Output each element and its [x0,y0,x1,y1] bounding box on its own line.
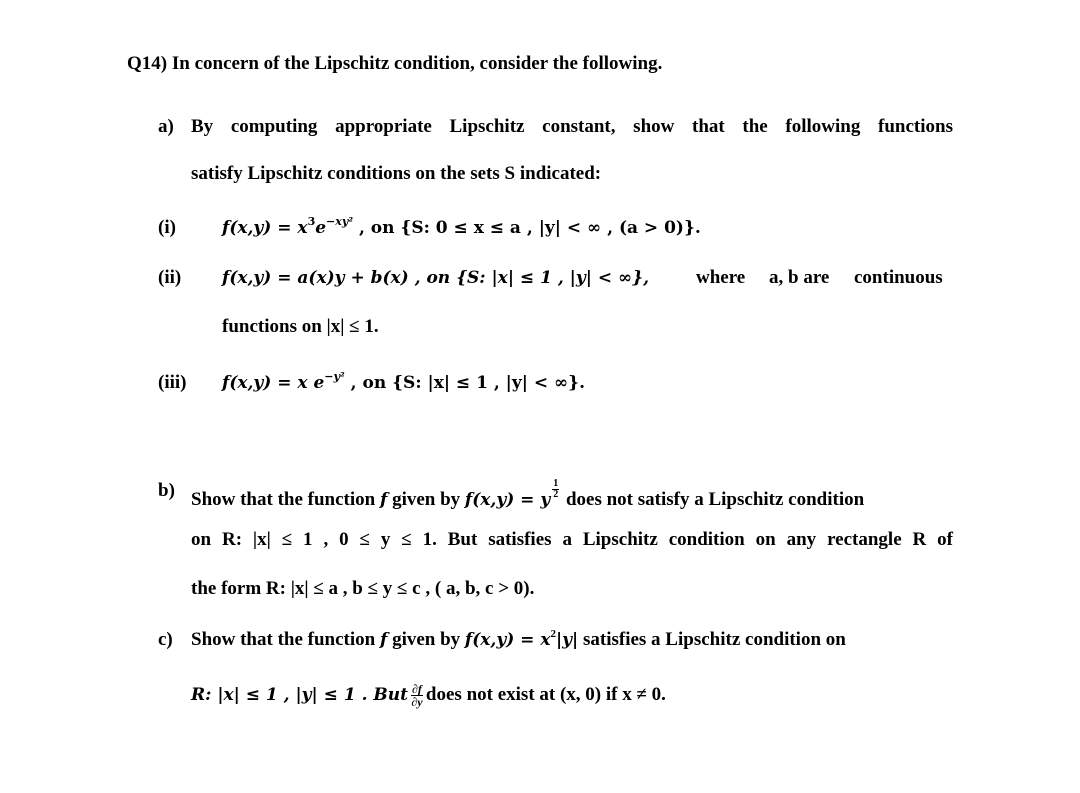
part-c-line2: R: |x| ≤ 1 , |y| ≤ 1 . But $\frac{\partial f}{\partial y}$ does not exist at (x, 0) if x ≠ 0. [191,682,666,710]
item-iii-formula: f(x,y) = x $e^{-y^2}$ , on {S: |x| ≤ 1 , |y| < ∞}. [222,370,586,393]
part-c-label: c) [158,629,173,650]
item-i-label: (i) [158,217,176,238]
item-ii-formula: f(x,y) = a(x)y + b(x) , on {S: |x| ≤ 1 , |y| < ∞}, [222,268,650,288]
item-i-formula: $f(x,y) = x^3e^{-xy^2}$ , on {S: 0 ≤ x ≤ a , |y| < ∞ , (a > 0)}. [222,215,701,238]
item-ii-label: (ii) [158,267,182,288]
item-ii-cont: functions on |x| ≤ 1. [222,316,379,337]
item-ii-where: where [696,267,746,288]
part-b-line2: on R: |x| ≤ 1 , 0 ≤ y ≤ 1. But satisfies a Lipschitz condition on any rectangle R of [191,529,953,550]
part-a-label: a) [158,116,174,137]
partial-derivative-fraction: $\frac{\partial f}{\partial y}$ [411,682,423,710]
part-b-line3: the form R: |x| ≤ a , b ≤ y ≤ c , ( a, b, c > 0). [191,578,535,599]
question-title: Q14) In concern of the Lipschitz condition, consider the following. [127,53,663,74]
part-b-label: b) [158,480,175,501]
item-ii-ab: a, b are [769,267,830,288]
item-ii-continuous: continuous [854,267,943,288]
part-b-line1: Show that the function f given by f(x,y) = y $\frac{1}{2}$ does not satisfy a Lipschitz condition [191,478,865,510]
part-c-line1: Show that the function f given by $f(x,y) = x^2|y|$ satisfies a Lipschitz condition on [191,628,846,650]
part-a-line1: By computing appropriate Lipschitz constant, show that the following functions [191,116,953,137]
part-a-line2: satisfy Lipschitz conditions on the sets S indicated: [191,163,602,184]
item-iii-label: (iii) [158,372,187,393]
